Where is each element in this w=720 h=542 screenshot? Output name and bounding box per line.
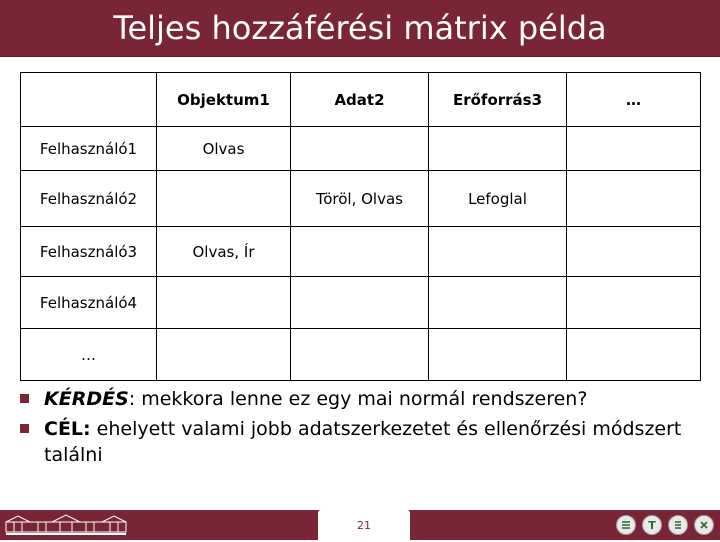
bullet-list [18,386,708,472]
bullet-square-icon [20,394,29,403]
matrix-row [21,227,701,277]
matrix-cell [291,277,429,329]
matrix-cell [567,277,701,329]
matrix-cell [291,227,429,277]
matrix-row [21,277,701,329]
row-label: Felhasználó2 [21,171,157,227]
matrix-header-row [21,73,701,127]
bullet-item-goal [18,416,708,468]
matrix-row [21,171,701,227]
matrix-cell: Töröl, Olvas [291,171,429,227]
matrix-cell [429,277,567,329]
matrix-cell [157,277,291,329]
matrix-row [21,329,701,381]
header-cell: … [567,73,701,127]
matrix-cell [567,127,701,171]
bullet-lead: CÉL: [44,418,91,440]
close-icon[interactable] [694,515,714,535]
bullet-text: ehelyett valami jobb adatszerkezetet és ellenőrzési módszert találni [44,418,682,466]
menu-icon[interactable] [616,515,636,535]
title-bar [0,0,720,57]
matrix-cell [291,127,429,171]
row-label: Felhasználó1 [21,127,157,171]
bullet-text: : mekkora lenne ez egy mai normál rendszeren? [128,388,588,410]
matrix-cell [157,329,291,381]
matrix-cell [567,171,701,227]
row-label: … [21,329,157,381]
matrix-row [21,127,701,171]
matrix-cell [567,227,701,277]
row-label: Felhasználó4 [21,277,157,329]
header-cell: Erőforrás3 [429,73,567,127]
page-number: 21 [357,519,371,532]
matrix-cell [429,329,567,381]
matrix-cell: Olvas [157,127,291,171]
slide-nav-buttons [616,515,714,537]
matrix-cell [157,171,291,227]
bullet-item-question [18,386,708,412]
matrix-cell [429,127,567,171]
university-building-logo-icon [4,514,128,536]
header-cell: Adat2 [291,73,429,127]
matrix-cell: Lefoglal [429,171,567,227]
row-label: Felhasználó3 [21,227,157,277]
access-matrix-table [20,72,701,381]
footer-bar [0,510,720,540]
header-corner-cell [21,73,157,127]
matrix-cell: Olvas, Ír [157,227,291,277]
header-cell: Objektum1 [157,73,291,127]
list-icon[interactable] [668,515,688,535]
matrix-cell [567,329,701,381]
matrix-cell [429,227,567,277]
slide-title: Teljes hozzáférési mátrix példa [113,9,607,47]
matrix-cell [291,329,429,381]
text-icon[interactable]: T [642,515,662,535]
bullet-square-icon [20,424,29,433]
bullet-lead: KÉRDÉS [44,388,129,410]
